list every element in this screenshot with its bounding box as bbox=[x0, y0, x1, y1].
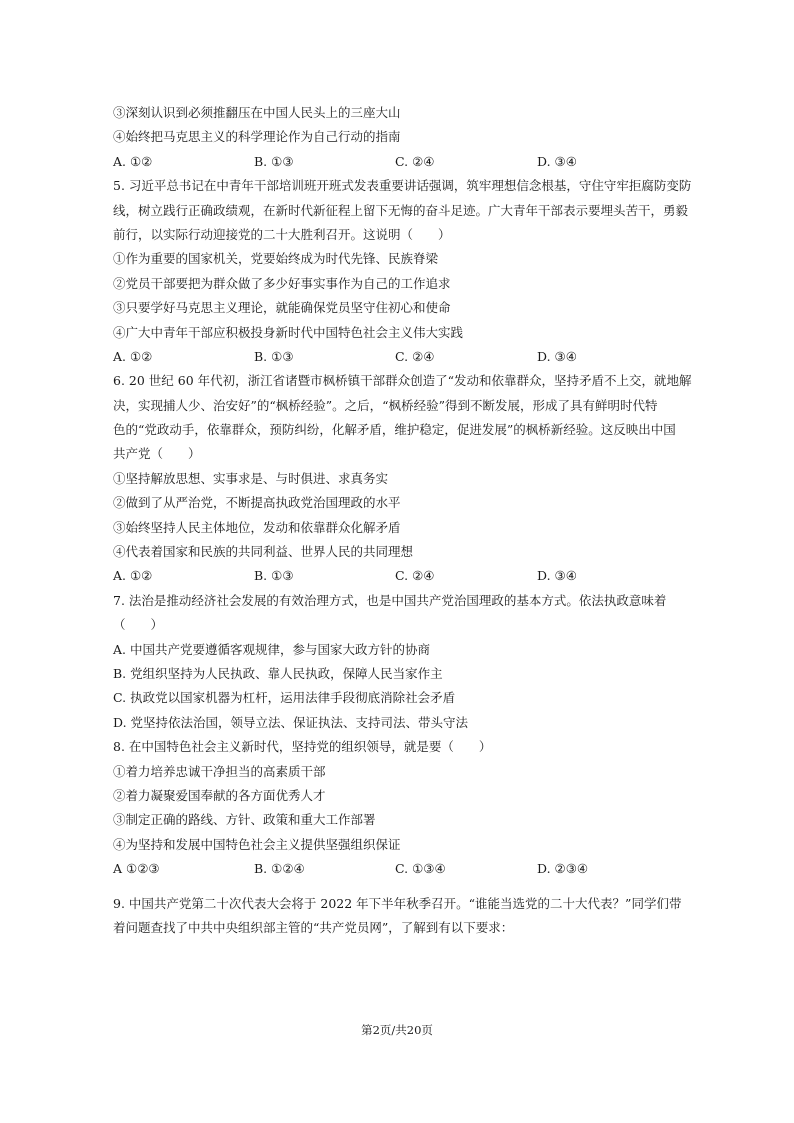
q5-item-4: ④广大中青年干部应积极投身新时代中国特色社会主义伟大实践 bbox=[113, 324, 464, 340]
q6-item-4: ④代表着国家和民族的共同利益、世界人民的共同理想 bbox=[113, 544, 414, 560]
q4-option-c: C. ②④ bbox=[395, 153, 435, 169]
q8-option-d: D. ②③④ bbox=[537, 861, 589, 877]
q8-option-a: A ①②③ bbox=[113, 861, 160, 877]
q8-options bbox=[113, 857, 683, 881]
q5-option-a: A. ①② bbox=[113, 348, 153, 364]
q6-item-2: ②做到了从严治党，不断提高执政党治国理政的水平 bbox=[113, 495, 401, 511]
q4-option-b: B. ①③ bbox=[254, 153, 294, 169]
q7-option-a: A. 中国共产党要遵循客观规律，参与国家大政方针的协商 bbox=[113, 641, 430, 657]
page-number-label: 第2页/共20页 bbox=[361, 1023, 433, 1037]
q5-option-c: C. ②④ bbox=[395, 348, 435, 364]
q5-item-2: ②党员干部要把为群众做了多少好事实事作为自己的工作追求 bbox=[113, 275, 451, 291]
q5-stem-line-1: 5. 习近平总书记在中青年干部培训班开班式发表重要讲话强调，筑牢理想信念根基，守住守牢拒腐防变防 bbox=[113, 178, 692, 194]
q4-item-3: ③深刻认识到必须推翻压在中国人民头上的三座大山 bbox=[113, 105, 401, 120]
question-4 bbox=[113, 101, 683, 174]
q4-option-d: D. ③④ bbox=[537, 153, 577, 169]
q6-item-3: ③始终坚持人民主体地位，发动和依靠群众化解矛盾 bbox=[113, 519, 401, 535]
q5-option-b: B. ①③ bbox=[254, 348, 294, 364]
q8-stem-line-1: 8. 在中国特色社会主义新时代，坚持党的组织领导，就是要（ ） bbox=[113, 739, 492, 755]
q6-options bbox=[113, 564, 683, 588]
q6-stem-line-3: 色的“党政动手，依靠群众，预防纠纷，化解矛盾，维护稳定，促进发展”的枫桥新经验。这反映出中国 bbox=[113, 422, 676, 438]
q5-item-1: ①作为重要的国家机关，党要始终成为时代先锋、民族脊梁 bbox=[113, 251, 439, 267]
q4-options bbox=[113, 150, 683, 174]
question-9 bbox=[113, 892, 683, 941]
q8-option-b: B. ①②④ bbox=[254, 861, 305, 877]
question-6 bbox=[113, 369, 692, 589]
q6-item-1: ①坚持解放思想、实事求是、与时俱进、求真务实 bbox=[113, 470, 389, 486]
q6-option-c: C. ②④ bbox=[395, 568, 435, 584]
q8-item-2: ②着力凝聚爱国奉献的各方面优秀人才 bbox=[113, 787, 326, 803]
q6-option-a: A. ①② bbox=[113, 568, 153, 584]
q7-option-d: D. 党坚持依法治国，领导立法、保证执法、支持司法、带头守法 bbox=[113, 714, 469, 730]
q9-stem-line-1: 9. 中国共产党第二十次代表大会将于 2022 年下半年秋季召开。“谁能当选党的二十大代表？”同学们带 bbox=[113, 895, 682, 911]
q7-stem-line-2: （ ） bbox=[113, 617, 164, 633]
page-footer bbox=[0, 1022, 794, 1038]
q8-item-1: ①着力培养忠诚干净担当的高素质干部 bbox=[113, 763, 326, 779]
q4-item-4: ④始终把马克思主义的科学理论作为自己行动的指南 bbox=[113, 129, 401, 145]
q4-option-a: A. ①② bbox=[113, 153, 153, 169]
q7-option-b: B. 党组织坚持为人民执政、靠人民执政，保障人民当家作主 bbox=[113, 665, 443, 681]
q7-option-c: C. 执政党以国家机器为杠杆，运用法律手段彻底消除社会矛盾 bbox=[113, 690, 456, 706]
spacer bbox=[113, 882, 683, 892]
q6-option-b: B. ①③ bbox=[254, 568, 294, 584]
q8-item-3: ③制定正确的路线、方针、政策和重大工作部署 bbox=[113, 812, 376, 828]
q8-item-4: ④为坚持和发展中国特色社会主义提供坚强组织保证 bbox=[113, 836, 401, 852]
question-8 bbox=[113, 735, 683, 881]
question-5 bbox=[113, 174, 692, 369]
q8-option-c: C. ①③④ bbox=[395, 861, 446, 877]
q6-option-d: D. ③④ bbox=[537, 568, 577, 584]
q6-stem-line-4: 共产党（ ） bbox=[113, 446, 201, 462]
question-7 bbox=[113, 589, 683, 735]
q5-options bbox=[113, 345, 683, 369]
page-content bbox=[113, 101, 692, 940]
q7-stem-line-1: 7. 法治是推动经济社会发展的有效治理方式，也是中国共产党治国理政的基本方式。依法执政意味着 bbox=[113, 592, 667, 608]
q9-stem-line-2: 着问题查找了中共中央组织部主管的“共产党员网”，了解到有以下要求： bbox=[113, 919, 514, 935]
q5-stem-line-3: 前行，以实际行动迎接党的二十大胜利召开。这说明（ ） bbox=[113, 226, 451, 242]
q5-stem-line-2: 线，树立践行正确政绩观，在新时代新征程上留下无悔的奋斗足迹。广大青年干部表示要埋头苦干，勇毅 bbox=[113, 202, 689, 218]
q6-stem-line-2: 决，实现捕人少、治安好”的“枫桥经验”。之后，“枫桥经验”得到不断发展，形成了具有鲜明时代特 bbox=[113, 397, 658, 413]
q5-option-d: D. ③④ bbox=[537, 348, 577, 364]
q5-item-3: ③只要学好马克思主义理论，就能确保党员坚守住初心和使命 bbox=[113, 300, 451, 316]
q6-stem-line-1: 6. 20 世纪 60 年代初，浙江省诸暨市枫桥镇干部群众创造了“发动和依靠群众，坚持矛盾不上交，就地解 bbox=[113, 373, 692, 389]
